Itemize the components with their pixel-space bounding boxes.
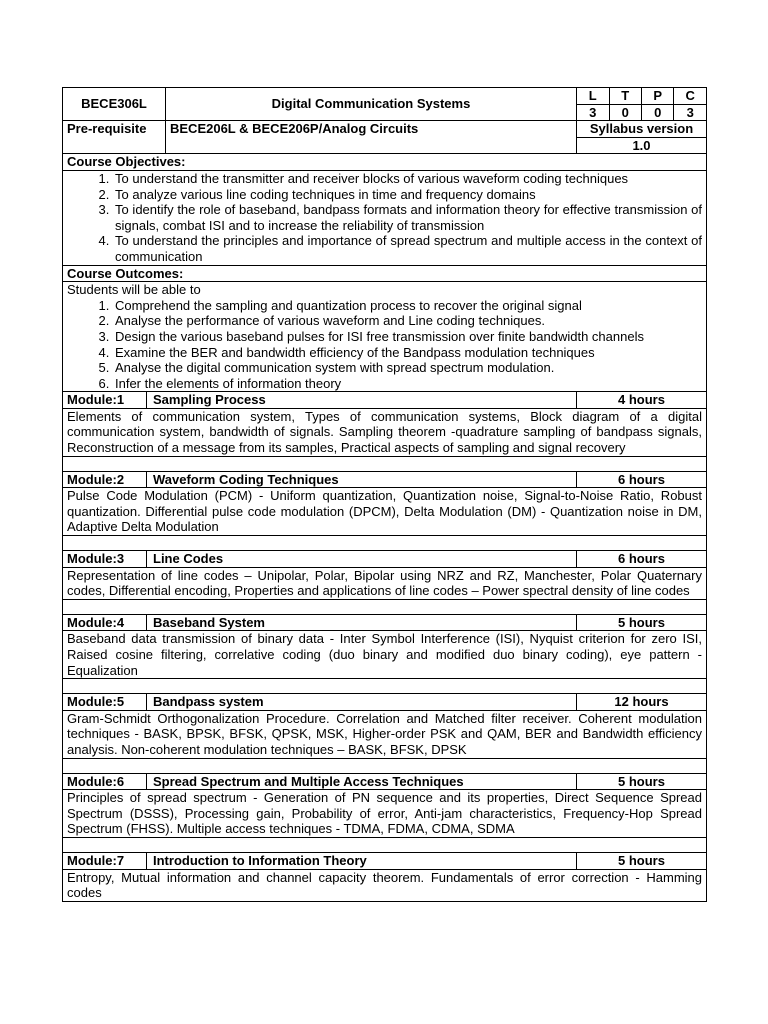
prereq-label: Pre-requisite <box>63 121 166 154</box>
module-spacer-row <box>63 536 707 551</box>
ltpc-header-p: P <box>641 88 673 104</box>
objectives-row <box>63 170 707 265</box>
ltpc-header-c: C <box>674 88 706 104</box>
module-hours: 6 hours <box>577 471 707 488</box>
outcomes-heading-row <box>63 265 707 282</box>
course-header-row <box>63 88 707 121</box>
module-title-cell <box>63 551 577 568</box>
syllabus-label: Syllabus version <box>577 121 707 138</box>
module-title-cell <box>63 852 577 869</box>
outcome-item: 3. Design the various baseband pulses for ISI free transmission over finite bandwidth channels <box>113 329 702 345</box>
outcome-item: 1. Comprehend the sampling and quantization process to recover the original signal <box>113 298 702 314</box>
module-title: Waveform Coding Techniques <box>153 471 339 487</box>
module-header-row <box>63 773 707 790</box>
module-title-cell <box>63 471 577 488</box>
module-header-row <box>63 392 707 409</box>
spacer-cell <box>63 599 707 614</box>
module-hours: 5 hours <box>577 614 707 631</box>
module-title-cell <box>63 614 577 631</box>
module-spacer-row <box>63 837 707 852</box>
module-title: Line Codes <box>153 551 224 567</box>
objectives-heading: Course Objectives: <box>63 154 707 171</box>
module-content-row <box>63 790 707 838</box>
module-content-row <box>63 631 707 679</box>
outcomes-list <box>67 298 702 392</box>
ltpc-value-t: 0 <box>609 104 641 120</box>
ltpc-grid <box>577 88 706 120</box>
module-content: Principles of spread spectrum - Generation of PN sequence and its properties, Direct Sequence Spread Spectrum (DSSS), Processing gain, Probability of error, Anti-jam characteristics, Frequency-Hop Spread Spectrum (FHSS). Multiple access techniques - TDMA, FDMA, CDMA, SDMA <box>63 790 707 838</box>
module-title: Baseband System <box>153 614 265 630</box>
module-content-row <box>63 869 707 901</box>
syllabus-document <box>62 87 706 902</box>
ltpc-value-c: 3 <box>674 104 706 120</box>
objective-item: 3. To identify the role of baseband, bandpass formats and information theory for effective transmission of signals, combat ISI and to increase the reliability of transmission <box>113 202 702 233</box>
module-content: Pulse Code Modulation (PCM) - Uniform quantization, Quantization noise, Signal-to-Noise Ratio, Robust quantization. Differential pulse code modulation (DPCM), Delta Modulation (DM) - Quantization noise in DM, Adaptive Delta Modulation <box>63 488 707 536</box>
module-header-row <box>63 551 707 568</box>
course-code: BECE306L <box>63 88 166 121</box>
module-content: Baseband data transmission of binary data - Inter Symbol Interference (ISI), Nyquist criterion for zero ISI, Raised cosine filtering, correlative coding (duo binary and modified duo binary coding), eye pattern - Equalization <box>63 631 707 679</box>
spacer-cell <box>63 456 707 471</box>
objective-item: 4. To understand the principles and importance of spread spectrum and multiple access in the context of communication <box>113 233 702 264</box>
ltpc-header-t: T <box>609 88 641 104</box>
module-header-row <box>63 614 707 631</box>
objectives-heading-row <box>63 154 707 171</box>
module-hours: 12 hours <box>577 694 707 711</box>
module-content: Gram-Schmidt Orthogonalization Procedure. Correlation and Matched filter receiver. Coherent modulation techniques - BASK, BPSK, BFSK, QPSK, MSK, Higher-order PSK and QAM, BER and Bandwidth efficiency analysis. Non-coherent modulation techniques – BASK, BFSK, DPSK <box>63 710 707 758</box>
ltpc-value-l: 3 <box>589 104 597 120</box>
module-spacer-row <box>63 679 707 694</box>
module-title-cell <box>63 773 577 790</box>
module-label: Module:2 <box>63 472 147 488</box>
outcomes-cell <box>63 282 707 392</box>
module-header-row <box>63 694 707 711</box>
outcome-item: 2. Analyse the performance of various waveform and Line coding techniques. <box>113 313 702 329</box>
module-label: Module:5 <box>63 694 147 710</box>
outcome-item: 6. Infer the elements of information theory <box>113 376 702 392</box>
spacer-cell <box>63 758 707 773</box>
spacer-cell <box>63 679 707 694</box>
module-header-row <box>63 852 707 869</box>
outcomes-intro: Students will be able to <box>67 282 201 298</box>
prereq-row <box>63 121 707 138</box>
modules-section <box>63 392 707 901</box>
syllabus-version: 1.0 <box>577 137 707 154</box>
module-label: Module:7 <box>63 853 147 869</box>
ltpc-cell <box>577 88 707 121</box>
ltpc-header-l: L <box>577 88 609 104</box>
outcomes-row <box>63 282 707 392</box>
module-hours: 4 hours <box>577 392 707 409</box>
module-content-row <box>63 710 707 758</box>
module-content-row <box>63 408 707 456</box>
objectives-list <box>67 171 702 265</box>
outcome-item: 4. Examine the BER and bandwidth efficiency of the Bandpass modulation techniques <box>113 345 702 361</box>
module-hours: 5 hours <box>577 773 707 790</box>
module-content: Elements of communication system, Types of communication systems, Block diagram of a digital communication system, bandwidth of signals. Sampling theorem -quadrature sampling of bandpass signals, Reconstruction of a message from its samples, Practical aspects of sampling and signal recovery <box>63 408 707 456</box>
module-content-row <box>63 488 707 536</box>
module-title-cell <box>63 392 577 409</box>
module-hours: 6 hours <box>577 551 707 568</box>
syllabus-table <box>62 87 707 902</box>
module-spacer-row <box>63 599 707 614</box>
module-title: Introduction to Information Theory <box>153 852 367 868</box>
outcomes-heading: Course Outcomes: <box>63 265 707 282</box>
spacer-cell <box>63 837 707 852</box>
module-content: Entropy, Mutual information and channel capacity theorem. Fundamentals of error correction - Hamming codes <box>63 869 707 901</box>
objectives-cell <box>63 170 707 265</box>
objective-item: 1. To understand the transmitter and receiver blocks of various waveform coding techniques <box>113 171 702 187</box>
module-header-row <box>63 471 707 488</box>
module-spacer-row <box>63 758 707 773</box>
module-title: Sampling Process <box>153 392 266 408</box>
ltpc-value-p: 0 <box>641 104 673 120</box>
objective-item: 2. To analyze various line coding techniques in time and frequency domains <box>113 187 702 203</box>
module-hours: 5 hours <box>577 852 707 869</box>
module-label: Module:6 <box>63 774 147 790</box>
spacer-cell <box>63 536 707 551</box>
module-label: Module:4 <box>63 615 147 631</box>
outcome-item: 5. Analyse the digital communication system with spread spectrum modulation. <box>113 360 702 376</box>
prereq-value: BECE206L & BECE206P/Analog Circuits <box>166 121 577 154</box>
module-label: Module:1 <box>63 392 147 408</box>
module-title-cell <box>63 694 577 711</box>
module-content-row <box>63 567 707 599</box>
module-title: Spread Spectrum and Multiple Access Techniques <box>153 773 464 789</box>
module-content: Representation of line codes – Unipolar, Polar, Bipolar using NRZ and RZ, Manchester, Polar Quaternary codes, Differential encoding, Properties and applications of line codes – Power spectral density of line codes <box>63 567 707 599</box>
course-title: Digital Communication Systems <box>166 88 577 121</box>
module-label: Module:3 <box>63 551 147 567</box>
module-spacer-row <box>63 456 707 471</box>
module-title: Bandpass system <box>153 694 264 710</box>
